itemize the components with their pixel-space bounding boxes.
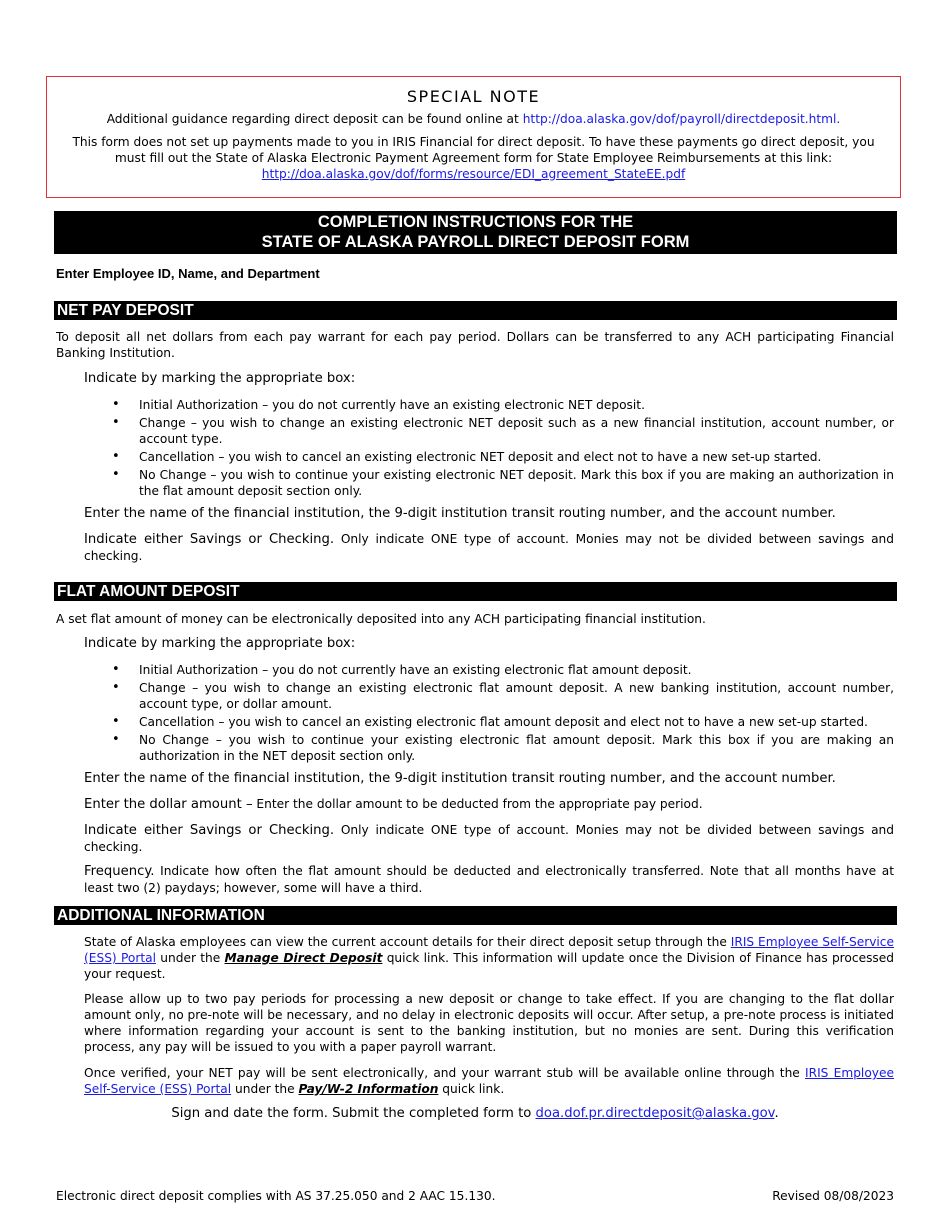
net-intro: To deposit all net dollars from each pay warrant for each pay period. Dollars can be transferred to any ACH participating Financial Banking Institution.	[56, 330, 894, 360]
flat-dollar-lead: Enter the dollar amount –	[84, 797, 253, 812]
sign-end: .	[774, 1106, 779, 1121]
additional-info-heading: ADDITIONAL INFORMATION	[54, 906, 897, 925]
flat-frequency	[84, 863, 894, 896]
flat-options-list	[112, 662, 894, 766]
additional-p1-b: under the	[155, 951, 225, 965]
additional-p2: Please allow up to two pay periods for processing a new deposit or change to take effect. If you are changing to the flat dollar amount only, no pre-note will be necessary, and no delay in electronic deposits will occur. After setup, a pre-note process is initiated where information regarding your account is sent to the banking institution, but no monies are sent. During this verification process, any pay will be issued to you with a paper payroll warrant.	[84, 992, 894, 1054]
title-line-1: COMPLETION INSTRUCTIONS FOR THE	[317, 213, 634, 231]
list-item: • No Change – you wish to continue your existing electronic NET deposit. Mark this box if you are making an authorization in the flat amount deposit section only.	[112, 467, 894, 499]
additional-p3	[84, 1065, 894, 1097]
list-item: • Change – you wish to change an existing electronic NET deposit such as a new financial institution, account number, or account type.	[112, 415, 894, 447]
additional-p3-c: quick link.	[438, 1082, 505, 1096]
guidance-text: Additional guidance regarding direct deposit can be found online at	[106, 112, 523, 126]
title-line-2: STATE OF ALASKA PAYROLL DIRECT DEPOSIT FORM	[261, 233, 690, 251]
flat-savings-rest: Only indicate ONE type of account. Monies may not be divided between savings and checking.	[84, 823, 894, 854]
flat-intro: A set flat amount of money can be electronically deposited into any ACH participating financial institution.	[56, 612, 706, 626]
additional-p1-a: State of Alaska employees can view the current account details for their direct deposit setup through the	[84, 935, 731, 949]
flat-dollar-amount	[84, 796, 894, 813]
list-item: • Initial Authorization – you do not currently have an existing electronic NET deposit.	[112, 397, 894, 413]
list-item: • Cancellation – you wish to cancel an existing electronic NET deposit and elect not to have a new set-up started.	[112, 449, 894, 465]
manage-direct-deposit-label: Manage Direct Deposit	[224, 951, 383, 965]
flat-dollar-rest: Enter the dollar amount to be deducted from the appropriate pay period.	[252, 797, 703, 811]
net-savings-lead: Indicate either Savings or Checking.	[84, 532, 335, 547]
flat-frequency-lead: Frequency.	[84, 864, 155, 879]
sign-text: Sign and date the form. Submit the completed form to	[171, 1106, 536, 1121]
iris-ess-portal-link-2[interactable]: IRIS Employee Self-Service (ESS) Portal	[84, 1066, 894, 1096]
special-note-title: SPECIAL NOTE	[406, 87, 541, 106]
additional-p3-a: Once verified, your NET pay will be sent electronically, and your warrant stub will be available online through the	[84, 1066, 806, 1080]
footer-revised-date: Revised 08/08/2023	[772, 1189, 894, 1203]
net-indicate: Indicate by marking the appropriate box:	[84, 371, 356, 386]
flat-amount-heading: FLAT AMOUNT DEPOSIT	[54, 582, 897, 601]
footer-compliance: Electronic direct deposit complies with AS 37.25.050 and 2 AAC 15.130.	[56, 1189, 496, 1203]
edi-agreement-link[interactable]: http://doa.alaska.gov/dof/forms/resource/EDI_agreement_StateEE.pdf	[261, 167, 686, 181]
list-item: • Change – you wish to change an existing electronic flat amount deposit. A new banking institution, account number, account type, or dollar amount.	[112, 680, 894, 712]
flat-savings-lead: Indicate either Savings or Checking.	[84, 823, 335, 838]
direct-deposit-guidance-link[interactable]: http://doa.alaska.gov/dof/payroll/directdeposit.html.	[522, 112, 841, 126]
pay-w2-information-label: Pay/W-2 Information	[298, 1082, 439, 1096]
special-note-guidance	[47, 112, 900, 126]
additional-p1	[84, 934, 894, 982]
iris-ess-portal-link[interactable]: IRIS Employee Self-Service (ESS) Portal	[84, 935, 894, 965]
flat-enter-institution: Enter the name of the financial institution, the 9-digit institution transit routing number, and the account number.	[84, 771, 836, 786]
net-options-list	[112, 397, 894, 501]
flat-indicate: Indicate by marking the appropriate box:	[84, 636, 356, 651]
employee-info-instruction: Enter Employee ID, Name, and Department	[56, 266, 320, 281]
form-title-bar	[54, 211, 897, 254]
iris-note-text: This form does not set up payments made to you in IRIS Financial for direct deposit. To have these payments go direct deposit, you must fill out the State of Alaska Electronic Payment Agreement form for State Employee Reimbursements at this link:	[72, 135, 875, 165]
additional-p1-c: quick link. This information will update once the Division of Finance has processed your request.	[84, 951, 895, 981]
list-item: • No Change – you wish to continue your existing electronic flat amount deposit. Mark this box if you are making an authorization in the NET deposit section only.	[112, 732, 894, 764]
list-item: • Cancellation – you wish to cancel an existing electronic flat amount deposit and elect not to have a new set-up started.	[112, 714, 894, 730]
net-savings-checking	[84, 531, 894, 564]
net-savings-rest: Only indicate ONE type of account. Monies may not be divided between savings and checking.	[84, 532, 894, 563]
additional-p3-b: under the	[231, 1082, 299, 1096]
special-note-iris	[61, 134, 886, 182]
list-item: • Initial Authorization – you do not currently have an existing electronic flat amount deposit.	[112, 662, 894, 678]
direct-deposit-email-link[interactable]: doa.dof.pr.directdeposit@alaska.gov	[535, 1106, 775, 1121]
sign-and-submit	[0, 1106, 950, 1121]
flat-frequency-rest: Indicate how often the flat amount should be deducted and electronically transferred. Note that all months have at least two (2) paydays; however, some will have a third.	[84, 864, 894, 895]
flat-savings-checking	[84, 822, 894, 855]
net-pay-heading: NET PAY DEPOSIT	[54, 301, 897, 320]
net-enter-institution: Enter the name of the financial institution, the 9-digit institution transit routing number, and the account number.	[84, 506, 836, 521]
special-note-box	[46, 76, 901, 198]
